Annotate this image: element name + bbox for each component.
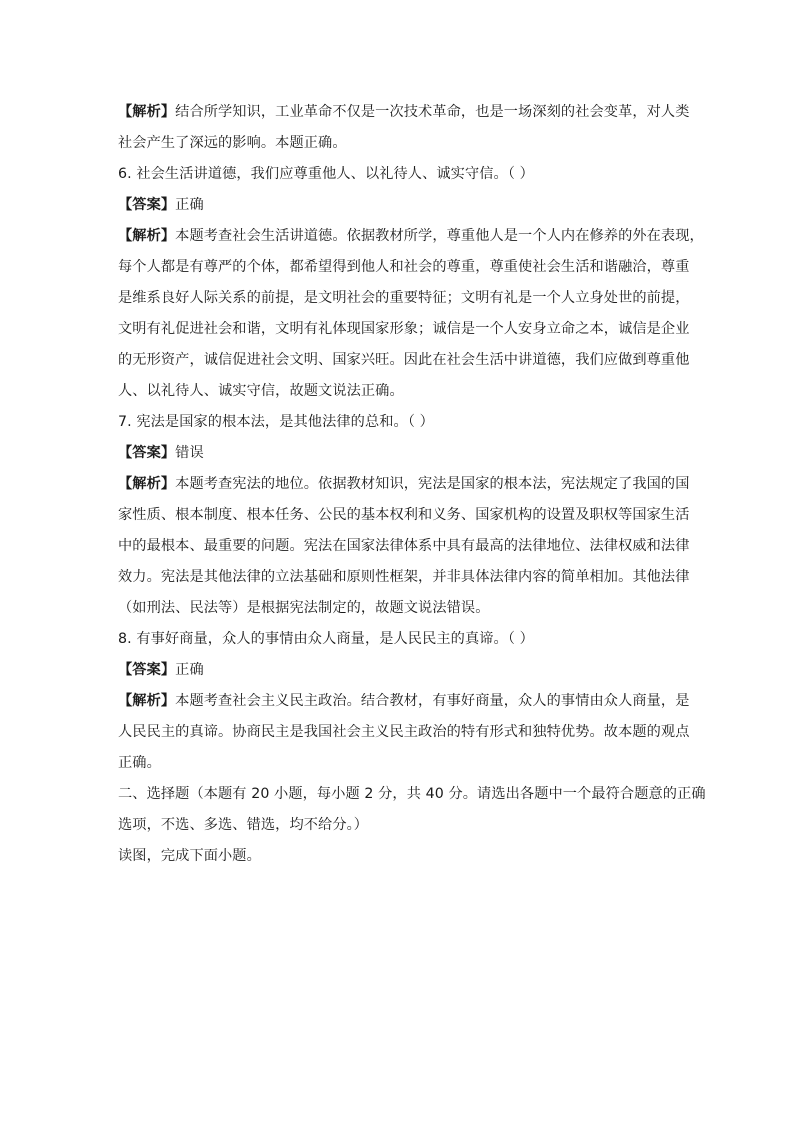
text-line <box>118 469 690 500</box>
line-text: 本题考查宪法的地位。依据教材知识，宪法是国家的根本法，宪法规定了我国的国 <box>175 476 690 492</box>
line-text: 7. 宪法是国家的根本法，是其他法律的总和。（ ） <box>118 414 434 430</box>
text-line <box>118 345 690 376</box>
line-text: 结合所学知识，工业革命不仅是一次技术革命，也是一场深刻的社会变革，对人类 <box>175 104 690 120</box>
line-text: 读图，完成下面小题。 <box>118 848 261 864</box>
line-text: 正确。 <box>118 755 161 771</box>
text-line <box>118 314 690 345</box>
line-text: 每个人都是有尊严的个体，都希望得到他人和社会的尊重，尊重使社会生活和谐融洽，尊重 <box>118 259 690 275</box>
line-text: 效力。宪法是其他法律的立法基础和原则性框架，并非具体法律内容的简单相加。其他法律 <box>118 569 690 585</box>
text-line <box>118 376 680 407</box>
answer-line <box>118 655 680 686</box>
tag-label: 【答案】 <box>118 445 176 461</box>
text-line <box>118 283 690 314</box>
line-text: 正确 <box>175 197 204 213</box>
text-line <box>118 531 690 562</box>
tag-label: 【解析】 <box>118 104 176 120</box>
section-heading <box>118 810 680 841</box>
question-line <box>118 159 680 190</box>
line-text: 本题考查社会生活讲道德。依据教材所学，尊重他人是一个人内在修养的外在表现， <box>175 228 704 244</box>
answer-line <box>118 190 680 221</box>
text-line <box>118 593 680 624</box>
line-text: 正确 <box>175 662 204 678</box>
text-line <box>118 717 690 748</box>
tag-label: 【解析】 <box>118 476 176 492</box>
line-text: 文明有礼促进社会和谐，文明有礼体现国家形象；诚信是一个人安身立命之本，诚信是企业 <box>118 321 690 337</box>
text-line <box>118 97 690 128</box>
line-text: 社会产生了深远的影响。本题正确。 <box>118 135 347 151</box>
instruction-line <box>118 841 680 872</box>
document-body <box>118 97 706 872</box>
text-line <box>118 500 690 531</box>
section-heading <box>118 779 706 810</box>
answer-line <box>118 438 680 469</box>
tag-label: 【答案】 <box>118 197 176 213</box>
line-text: 选项，不选、多选、错选，均不给分。） <box>118 817 369 833</box>
tag-label: 【解析】 <box>118 693 176 709</box>
text-line <box>118 748 680 779</box>
question-line <box>118 624 680 655</box>
text-line <box>118 562 690 593</box>
line-text: 6. 社会生活讲道德，我们应尊重他人、以礼待人、诚实守信。（ ） <box>118 166 534 182</box>
line-text: 本题考查社会主义民主政治。结合教材，有事好商量，众人的事情由众人商量，是 <box>175 693 690 709</box>
text-line <box>118 252 690 283</box>
line-text: 错误 <box>175 445 204 461</box>
line-text: （如刑法、民法等）是根据宪法制定的，故题文说法错误。 <box>118 600 490 616</box>
line-text: 家性质、根本制度、根本任务、公民的基本权利和义务、国家机构的设置及职权等国家生活 <box>118 507 690 523</box>
line-text: 的无形资产，诚信促进社会文明、国家兴旺。因此在社会生活中讲道德，我们应做到尊重他 <box>118 352 690 368</box>
line-text: 是维系良好人际关系的前提，是文明社会的重要特征；文明有礼是一个人立身处世的前提， <box>118 290 690 306</box>
text-line <box>118 221 704 252</box>
line-text: 人民民主的真谛。协商民主是我国社会主义民主政治的特有形式和独特优势。故本题的观点 <box>118 724 690 740</box>
line-text: 8. 有事好商量，众人的事情由众人商量，是人民民主的真谛。（ ） <box>118 631 534 647</box>
question-line <box>118 407 680 438</box>
text-line <box>118 128 680 159</box>
line-text: 二、选择题（本题有 20 小题，每小题 2 分，共 40 分。请选出各题中一个最符合题意的正确 <box>118 786 706 802</box>
text-line <box>118 686 690 717</box>
tag-label: 【答案】 <box>118 662 176 678</box>
line-text: 人、以礼待人、诚实守信，故题文说法正确。 <box>118 383 404 399</box>
tag-label: 【解析】 <box>118 228 176 244</box>
line-text: 中的最根本、最重要的问题。宪法在国家法律体系中具有最高的法律地位、法律权威和法律 <box>118 538 690 554</box>
